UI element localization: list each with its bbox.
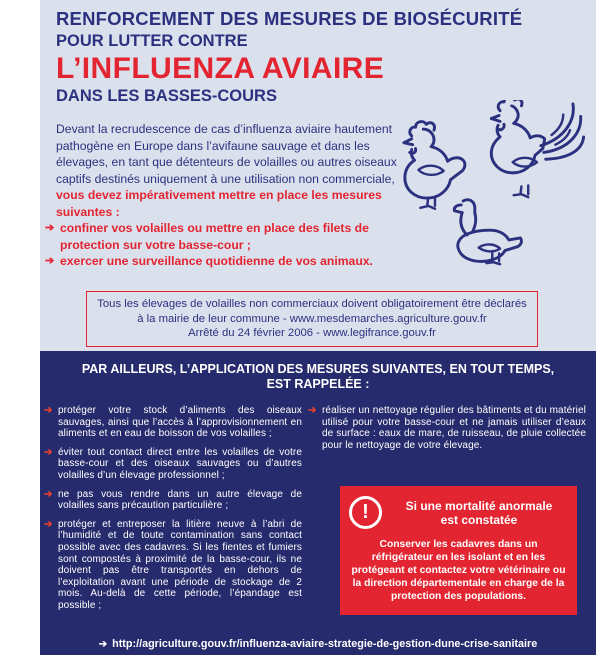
arrow-icon: ➔: [45, 255, 55, 267]
panel-heading: [40, 362, 596, 392]
mortality-alert-box: [340, 486, 577, 615]
alert-exclamation-icon: !: [349, 496, 382, 529]
list-item: [44, 519, 302, 612]
intro-paragraph: [56, 121, 404, 220]
bullet-text: protéger votre stock d’aliments des oiseaux sauvages, ainsi que l’accès à l’approvisionnement en aliments et en eau de boisson de vos volailles ;: [58, 405, 302, 440]
alert-title-line: est constatée: [440, 512, 518, 527]
panel-heading-line: PAR AILLEURS, L’APPLICATION DES MESURES SUIVANTES, EN TOUT TEMPS,: [81, 362, 555, 376]
alert-body-text: Conserver les cadavres dans un réfrigérateur en les isolant et en les protégeant et contactez votre vétérinaire ou la direction départementale en charge de la protection des populations.: [351, 539, 566, 602]
footer-arrow-icon: ➔: [98, 639, 108, 650]
header-line-reinforcement: RENFORCEMENT DES MESURES DE BIOSÉCURITÉ: [56, 8, 523, 29]
intro-emphasis-text: vous devez impérativement mettre en place les mesures suivantes :: [56, 188, 382, 219]
bullet-text: confiner vos volailles ou mettre en place des filets de protection sur votre basse-cour ;: [60, 221, 369, 252]
footer-link-row: [40, 638, 596, 651]
panel-left-column: [44, 405, 302, 619]
alert-header: [349, 496, 568, 529]
declaration-notice-box: [86, 291, 538, 347]
poultry-illustration: [385, 100, 585, 270]
list-item: [44, 405, 302, 440]
list-item: [308, 405, 586, 451]
bullet-text: protéger et entreposer la litière neuve à l’abri de l’humidité et de toute contamination sans contact possible avec des cadavres. Si les fientes et fumiers sont compostés à proximité de la basse-cour, ils ne doivent pas être transportés en dehors de l’exploitation avant une période de stockage de 2 mois. Au-delà de cette période, l’épandage est possible ;: [58, 518, 302, 611]
notice-line: Arrêté du 24 février 2006 - www.legifrance.gouv.fr: [188, 327, 436, 339]
list-item: [45, 253, 405, 270]
panel-heading-line: EST RAPPELÉE :: [266, 377, 370, 391]
goose-icon: [454, 200, 521, 264]
bullet-text: ne pas vous rendre dans un autre élevage de volailles sans précaution particulière ;: [58, 488, 302, 512]
bullet-text: réaliser un nettoyage régulier des bâtiments et du matériel utilisé pour votre basse-cour et ne jamais utiliser d’eaux de surface : eaux de mare, de ruisseau, de pluie collectée pour le nettoyage de votre élevage.: [322, 405, 586, 451]
arrow-icon: ➔: [308, 405, 317, 416]
footer-url[interactable]: http://agriculture.gouv.fr/influenza-aviaire-strategie-de-gestion-dune-crise-sanitaire: [112, 638, 538, 650]
notice-line: Tous les élevages de volailles non commerciaux doivent obligatoirement être déclarés: [97, 298, 527, 310]
page-title: L’INFLUENZA AVIAIRE: [56, 52, 385, 85]
hen-icon: [404, 122, 465, 209]
poster-header: [40, 0, 596, 106]
alert-title-line: Si une mortalité anormale: [405, 498, 553, 513]
bullet-text: exercer une surveillance quotidienne de vos animaux.: [60, 254, 373, 268]
arrow-icon: ➔: [44, 405, 53, 416]
notice-line: à la mairie de leur commune - www.mesdemarches.agriculture.gouv.fr: [137, 312, 487, 325]
bullet-text: éviter tout contact direct entre les volailles de votre basse-cour et des oiseaux sauvages ou d’autres volailles d’un élevage professionnel ;: [58, 446, 302, 481]
arrow-icon: ➔: [44, 488, 53, 500]
intro-bullet-list: [45, 220, 405, 270]
measures-panel: [40, 351, 596, 655]
arrow-icon: ➔: [44, 518, 53, 530]
alert-title: [390, 499, 568, 527]
top-section: [40, 0, 596, 351]
header-line-basses-cours: DANS LES BASSES-COURS: [56, 87, 277, 105]
list-item: [45, 220, 405, 253]
list-item: [44, 447, 302, 482]
rooster-icon: [491, 100, 583, 197]
arrow-icon: ➔: [45, 222, 55, 234]
intro-text: Devant la recrudescence de cas d’influenza aviaire hautement pathogène en Europe dans l’avifaune sauvage et dans les élevages, en tant que détenteurs de volailles ou autres oiseaux captifs destinés uniquement à une utilisation non commerciale,: [56, 122, 397, 186]
list-item: [44, 489, 302, 512]
arrow-icon: ➔: [44, 446, 53, 458]
header-line-pour-lutter: POUR LUTTER CONTRE: [56, 32, 248, 50]
